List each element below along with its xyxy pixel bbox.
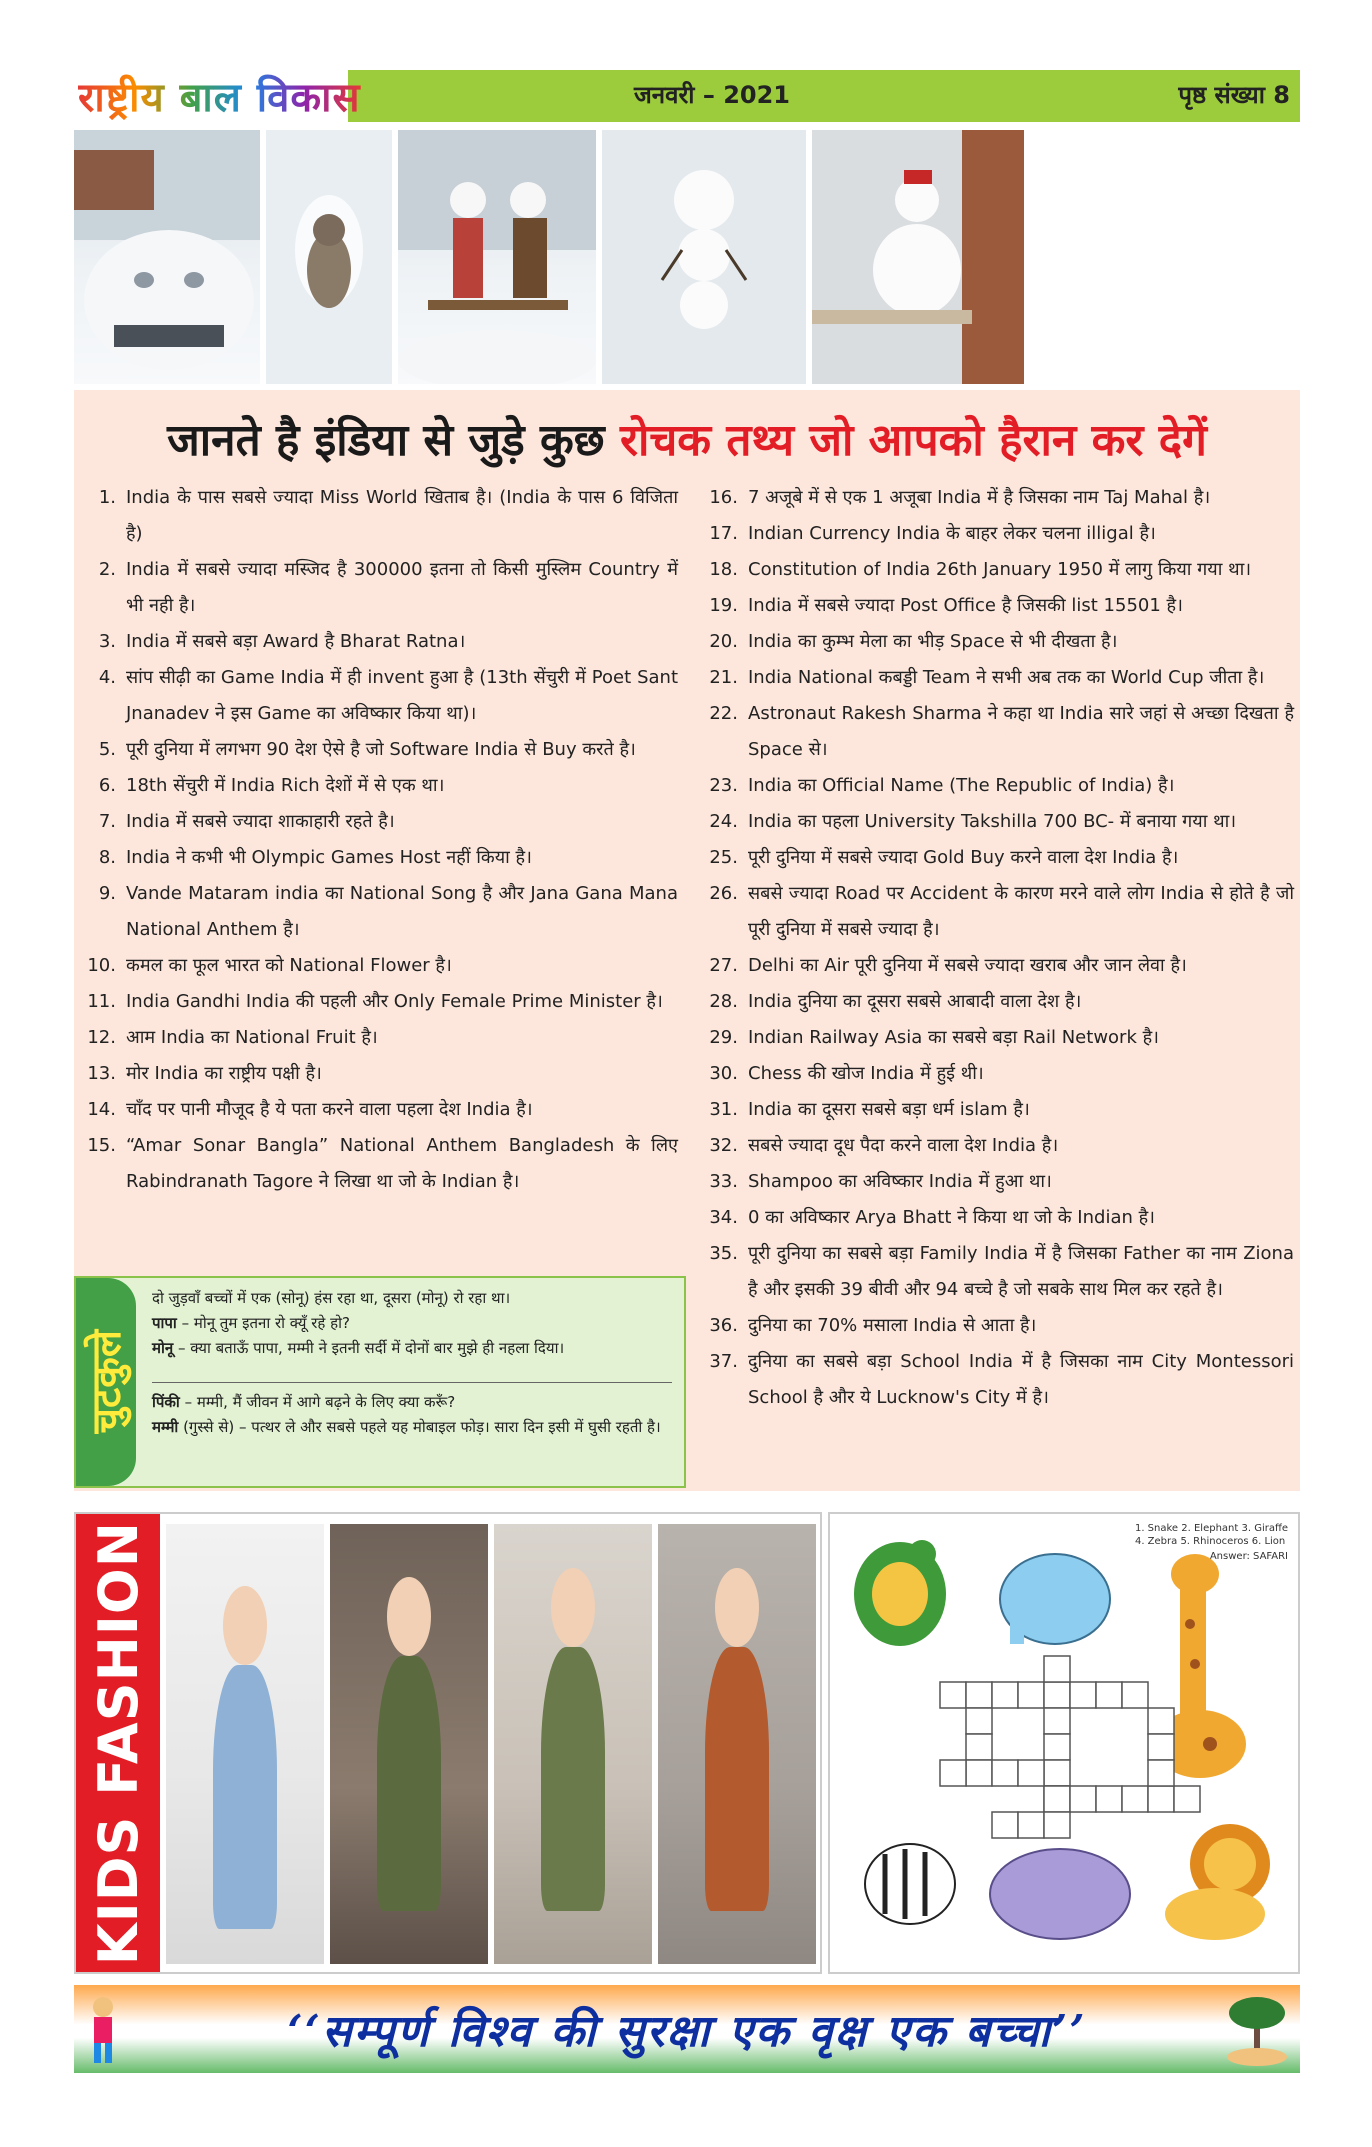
fact-number: 21.	[709, 667, 738, 688]
fact-item	[700, 804, 1294, 840]
fact-text: पूरी दुनिया का सबसे बड़ा Family India में है जिसका Father का नाम Ziona है और इसकी 39 बीवी और 94 बच्चे है जो सबके साथ मिल कर रहते है।	[748, 1243, 1294, 1300]
fact-item	[78, 876, 678, 948]
fact-text: India दुनिया का दूसरा सबसे आबादी वाला देश है।	[748, 991, 1082, 1012]
elephant-icon	[1000, 1554, 1110, 1644]
kids-fashion-section	[74, 1512, 822, 1974]
fact-item	[78, 840, 678, 876]
fact-item	[78, 804, 678, 840]
fact-item	[700, 1056, 1294, 1092]
fact-text: India Gandhi India की पहली और Only Female Prime Minister है।	[126, 991, 663, 1012]
fact-text: सांप सीढ़ी का Game India में ही invent हुआ है (13th सेंचुरी में Poet Sant Jnanadev ने इस Game का अविष्कार किया था)।	[126, 667, 678, 724]
fact-number: 29.	[709, 1027, 738, 1048]
crossword-grid	[940, 1656, 1200, 1838]
joke-line: – मोनू तुम इतना रो क्यूँ रहे हो?	[176, 1314, 350, 1332]
kid-head	[223, 1586, 267, 1665]
fact-text: Vande Mataram india का National Song है और Jana Gana Mana National Anthem है।	[126, 883, 678, 940]
fact-number: 19.	[709, 595, 738, 616]
fact-number: 1.	[98, 487, 116, 508]
fact-item	[78, 1056, 678, 1092]
fact-number: 20.	[709, 631, 738, 652]
fact-number: 9.	[98, 883, 116, 904]
fact-number: 22.	[709, 703, 738, 724]
joke-2-line-2	[152, 1415, 672, 1440]
fact-number: 6.	[98, 775, 116, 796]
joke-speaker: पिंकी	[152, 1393, 180, 1411]
fact-number: 2.	[98, 559, 116, 580]
fact-number: 7.	[98, 811, 116, 832]
fact-item	[700, 624, 1294, 660]
photo-snow-car	[74, 130, 260, 384]
fact-text: India में सबसे ज्यादा शाकाहारी रहते है।	[126, 811, 395, 832]
kid-head	[387, 1577, 431, 1656]
fact-number: 24.	[709, 811, 738, 832]
fact-item	[78, 768, 678, 804]
fact-number: 13.	[87, 1063, 116, 1084]
jokes-side-label	[76, 1278, 136, 1486]
kids-fashion-label	[76, 1514, 160, 1972]
fact-text: India ने कभी भी Olympic Games Host नहीं किया है।	[126, 847, 532, 868]
fact-item	[700, 876, 1294, 948]
fact-item	[700, 1128, 1294, 1164]
kids-fashion-label-text: KIDS FASHION	[86, 1520, 150, 1966]
fact-text: India National कबड्डी Team ने सभी अब तक का World Cup जीता है।	[748, 667, 1265, 688]
issue-date: जनवरी – 2021	[634, 81, 791, 109]
page-number: पृष्ठ संख्या 8	[1178, 81, 1290, 109]
fact-number: 11.	[87, 991, 116, 1012]
fact-text: India में सबसे बड़ा Award है Bharat Ratna।	[126, 631, 466, 652]
joke-line: – मम्मी, मैं जीवन में आगे बढ़ने के लिए क्या करूँ?	[179, 1393, 456, 1411]
fact-text: 18th सेंचुरी में India Rich देशों में से एक था।	[126, 775, 445, 796]
fact-number: 23.	[709, 775, 738, 796]
fact-item	[700, 696, 1294, 768]
fact-text: सबसे ज्यादा Road पर Accident के कारण मरने वाले लोग India से होते है जो पूरी दुनिया में सबसे ज्यादा है।	[748, 883, 1294, 940]
fact-number: 15.	[87, 1135, 116, 1156]
snow-cat-illustration	[266, 130, 392, 384]
footer-slogan-banner	[74, 1985, 1300, 2073]
fact-number: 34.	[709, 1207, 738, 1228]
snow-couple-illustration	[398, 130, 596, 384]
fact-item	[700, 1308, 1294, 1344]
fact-number: 18.	[709, 559, 738, 580]
photo-snow-cat	[266, 130, 392, 384]
photo-snowman-bench	[812, 130, 1024, 384]
fact-item	[78, 660, 678, 732]
fact-text: Indian Railway Asia का सबसे बड़ा Rail Network है।	[748, 1027, 1159, 1048]
joke-speaker: मोनू	[152, 1339, 174, 1357]
fact-item	[78, 948, 678, 984]
kid-outfit	[705, 1647, 768, 1911]
facts-right-column	[700, 480, 1294, 1416]
joke-2	[152, 1390, 672, 1440]
jokes-box	[74, 1276, 686, 1488]
fact-text: India के पास सबसे ज्यादा Miss World खिताब है। (India के पास 6 विजिता है)	[126, 487, 678, 544]
kids-fashion-photo-4	[658, 1524, 816, 1964]
facts-headline-part1: जानते है इंडिया से जुड़े कुछ	[167, 415, 605, 466]
animal-crossword-puzzle	[828, 1512, 1300, 1974]
kids-fashion-photo-1	[166, 1524, 324, 1964]
fact-item	[700, 1344, 1294, 1416]
joke-1-line-1: दो जुड़वाँ बच्चों में एक (सोनू) हंस रहा था, दूसरा (मोनू) रो रहा था।	[152, 1289, 511, 1307]
fact-text: India में सबसे ज्यादा Post Office है जिसकी list 15501 है।	[748, 595, 1183, 616]
fact-number: 31.	[709, 1099, 738, 1120]
fact-item	[78, 984, 678, 1020]
fact-item	[700, 552, 1294, 588]
fact-item	[700, 1236, 1294, 1308]
joke-line: (गुस्से से) – पत्थर ले और सबसे पहले यह मोबाइल फोड़। सारा दिन इसी में घुसी रहती है।	[178, 1418, 661, 1436]
fact-text: India का कुम्भ मेला का भीड़ Space से भी दीखता है।	[748, 631, 1118, 652]
joke-1	[152, 1286, 672, 1361]
snake-icon	[854, 1540, 946, 1646]
kid-head	[551, 1568, 595, 1647]
kid-outfit	[541, 1647, 604, 1911]
fact-item	[700, 588, 1294, 624]
kid-outfit	[213, 1665, 276, 1929]
fact-text: India में सबसे ज्यादा मस्जिद है 300000 इतना तो किसी मुस्लिम Country में भी नही है।	[126, 559, 678, 616]
child-icon	[80, 1993, 126, 2065]
fact-text: दुनिया का सबसे बड़ा School India में है जिसका नाम City Montessori School है और ये Lucknow's City में है।	[748, 1351, 1294, 1408]
fact-text: सबसे ज्यादा दूध पैदा करने वाला देश India है।	[748, 1135, 1059, 1156]
snow-photo-strip	[74, 130, 1300, 384]
fact-number: 10.	[87, 955, 116, 976]
facts-headline-part2: रोचक तथ्य जो आपको हैरान कर देगें	[619, 415, 1207, 466]
fact-number: 35.	[709, 1243, 738, 1264]
zebra-icon	[865, 1844, 955, 1924]
fact-number: 25.	[709, 847, 738, 868]
kids-fashion-photos	[166, 1524, 816, 1964]
photo-snow-couple	[398, 130, 596, 384]
fact-number: 16.	[709, 487, 738, 508]
fact-text: 7 अजूबे में से एक 1 अजूबा India में है जिसका नाम Taj Mahal है।	[748, 487, 1211, 508]
fact-number: 32.	[709, 1135, 738, 1156]
fact-item	[78, 1128, 678, 1200]
fact-item	[700, 480, 1294, 516]
fact-item	[78, 624, 678, 660]
fact-item	[78, 1092, 678, 1128]
kids-fashion-photo-3	[494, 1524, 652, 1964]
fact-text: 0 का अविष्कार Arya Bhatt ने किया था जो के Indian है।	[748, 1207, 1155, 1228]
fact-text: Delhi का Air पूरी दुनिया में सबसे ज्यादा खराब और जान लेवा है।	[748, 955, 1187, 976]
fact-number: 30.	[709, 1063, 738, 1084]
crossword-illustration	[830, 1514, 1298, 1972]
kid-head	[715, 1568, 759, 1647]
fact-number: 26.	[709, 883, 738, 904]
photo-snowman-upside-down	[602, 130, 806, 384]
fact-number: 3.	[98, 631, 116, 652]
fact-number: 36.	[709, 1315, 738, 1336]
fact-item	[78, 552, 678, 624]
fact-text: दुनिया का 70% मसाला India से आता है।	[748, 1315, 1037, 1336]
fact-text: “Amar Sonar Bangla” National Anthem Bangladesh के लिए Rabindranath Tagore ने लिखा था जो के Indian है।	[126, 1135, 678, 1192]
fact-number: 12.	[87, 1027, 116, 1048]
fact-number: 4.	[98, 667, 116, 688]
fact-item	[700, 948, 1294, 984]
fact-text: मोर India का राष्ट्रीय पक्षी है।	[126, 1063, 322, 1084]
fact-item	[700, 1020, 1294, 1056]
lion-icon	[1165, 1824, 1270, 1940]
fact-text: Constitution of India 26th January 1950 में लागु किया गया था।	[748, 559, 1252, 580]
fact-item	[78, 1020, 678, 1056]
snowman-illustration	[602, 130, 806, 384]
fact-item	[78, 480, 678, 552]
fact-item	[78, 732, 678, 768]
kids-fashion-photo-2	[330, 1524, 488, 1964]
snowman-bench-illustration	[812, 130, 1024, 384]
fact-text: Shampoo का अविष्कार India में हुआ था।	[748, 1171, 1052, 1192]
fact-text: पूरी दुनिया में लगभग 90 देश ऐसे है जो Software India से Buy करते है।	[126, 739, 636, 760]
fact-text: कमल का फूल भारत को National Flower है।	[126, 955, 452, 976]
fact-item	[700, 984, 1294, 1020]
fact-item	[700, 840, 1294, 876]
fact-number: 37.	[709, 1351, 738, 1372]
fact-text: Astronaut Rakesh Sharma ने कहा था India सारे जहां से अच्छा दिखता है Space से।	[748, 703, 1294, 760]
fact-number: 8.	[98, 847, 116, 868]
masthead-logo	[74, 66, 361, 124]
fact-text: India का Official Name (The Republic of India) है।	[748, 775, 1175, 796]
joke-speaker: पापा	[152, 1314, 177, 1332]
fact-number: 5.	[98, 739, 116, 760]
fact-text: पूरी दुनिया में सबसे ज्यादा Gold Buy करने वाला देश India है।	[748, 847, 1179, 868]
joke-1-line-2	[152, 1311, 672, 1336]
fact-text: चाँद पर पानी मौजूद है ये पता करने वाला पहला देश India है।	[126, 1099, 533, 1120]
fact-number: 17.	[709, 523, 738, 544]
slogan-text: ‘‘सम्पूर्ण विश्व की सुरक्षा एक वृक्ष एक बच्चा’’	[287, 2006, 1087, 2057]
facts-headline	[74, 408, 1300, 468]
joke-line: – क्या बताऊँ पापा, मम्मी ने इतनी सर्दी में दोनों बार मुझे ही नहला दिया।	[173, 1339, 565, 1357]
fact-item	[700, 1200, 1294, 1236]
fact-number: 27.	[709, 955, 738, 976]
fact-text: Chess की खोज India में हुई थी।	[748, 1063, 984, 1084]
fact-text: आम India का National Fruit है।	[126, 1027, 378, 1048]
fact-text: India का दूसरा सबसे बड़ा धर्म islam है।	[748, 1099, 1030, 1120]
fact-item	[700, 1092, 1294, 1128]
joke-divider	[152, 1382, 672, 1383]
jokes-label-text: चुटकुले	[83, 1330, 130, 1434]
snow-car-illustration	[74, 130, 260, 384]
facts-left-column	[78, 480, 678, 1200]
crossword-answers-line-2: 4. Zebra 5. Rhinoceros 6. Lion	[1134, 1536, 1286, 1547]
tree-in-hands-icon	[1222, 1991, 1292, 2067]
crossword-answers-line-1: 1. Snake 2. Elephant 3. Giraffe	[1134, 1523, 1288, 1534]
masthead-logo-text: राष्ट्रीय बाल विकास	[78, 68, 361, 123]
joke-speaker: मम्मी	[152, 1418, 179, 1436]
fact-item	[700, 660, 1294, 696]
fact-number: 33.	[709, 1171, 738, 1192]
joke-1-line-3	[152, 1336, 672, 1361]
fact-item	[700, 1164, 1294, 1200]
fact-item	[700, 768, 1294, 804]
fact-number: 14.	[87, 1099, 116, 1120]
fact-text: Indian Currency India के बाहर लेकर चलना illigal है।	[748, 523, 1156, 544]
fact-number: 28.	[709, 991, 738, 1012]
fact-text: India का पहला University Takshilla 700 BC- में बनाया गया था।	[748, 811, 1237, 832]
rhinoceros-icon	[990, 1849, 1130, 1939]
kid-outfit	[377, 1656, 440, 1911]
fact-item	[700, 516, 1294, 552]
joke-2-line-1	[152, 1390, 672, 1415]
crossword-answer-key: Answer: SAFARI	[1209, 1551, 1288, 1562]
page-header	[74, 70, 1300, 122]
